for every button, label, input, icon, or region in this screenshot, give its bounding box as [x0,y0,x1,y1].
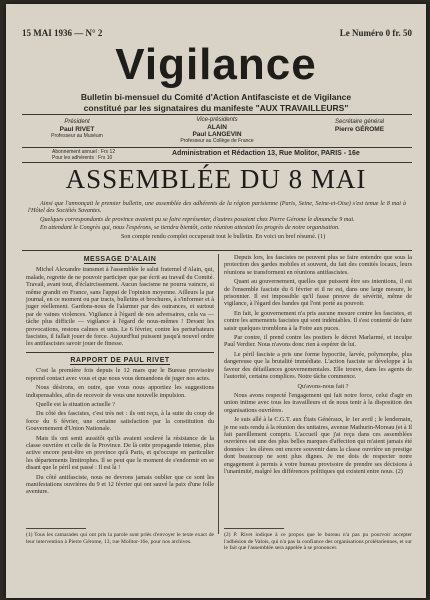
intro-paragraph: Son compte rendu complet occuperait tout le bulletin. En voici un bref résumé. (1) [120,232,326,240]
main-headline: ASSEMBLÉE DU 8 MAI [65,164,367,194]
article-paragraph: Quelle est la situation actuelle ? [36,400,115,408]
column-divider [218,254,219,534]
right-column [224,254,412,477]
footnote-right: (2) P. Rivet indique à ce propos que le bureau n'a pas pu pourvoir accepter l'adhésion de Valois, qui n'a pas la confiance des organisations prolétariennes, et sur le fait que l'assemblée sera appelée à se prononcer. [224,532,412,552]
newspaper-page [6,4,426,598]
intro-paragraph: Quelques correspondants de province avaient pu se faire représenter, d'autres posaient chez Pierre Gérome le dimanche 9 mai. [40,215,355,223]
article-paragraph: Mais ils ont senti aussitôt qu'ils avaient soulevé la résistance de la classe ouvrière et celle de la Province. De là cette propagande intense, plus active encore peut-être en province qu'à Paris, et qu'occupe en particulier les départements limitrophes. Il se peut que le moment de s'endormir en se disant que le péril est passé : Il est là ! [26,434,214,472]
article-paragraph: Par contre, il prend contre les postiers le décret Marlarmé, et inculpe Paul Verdier. Nous n'avons donc rien à espérer de lui. [224,334,412,349]
admin-address: Administration et Rédaction 13, Rue Molitor, PARIS - 16e [172,150,360,157]
officers-block [22,117,412,145]
left-column [26,254,214,498]
article-paragraph: Qu'avons-nous fait ? [297,382,349,390]
article-paragraph: Je suis allé à la C.G.T. aux États Généraux, le 1er avril ; le lendemain, je me suis rendu à la réunion des unitaires, avenue Mathurin-Moreau (et à Il fait pareillement compris. L'accueil que j'ai reçu dans ces assemblées ouvrières est une des plus belles marques d'affection qui m'aient jamais été données : les élèves ont encore souvenir dans la classe ouvrière un prestige dont beaucoup ne sont plus dignes. Je me dois de respecter notre engagement à permis à votre bureau provisoire de prendre ses décisions à l'unanimité, malgré les différences politiques qui existent entre nous. (2) [224,416,412,475]
officer-president: Président Paul RIVET Professeur au Muséum [51,119,103,139]
article-paragraph: C'est la première fois depuis le 12 mars que le Bureau provisoire reprend contact avec vous et que nous vous demandons de juger nos actes. [26,367,214,382]
article-paragraph: En fait, le gouvernement n'a pris aucune mesure contre les fascistes, et contre les armements fascistes qui sont indéniables. Il s'est contenté de faire saisir quelques tromblons à la Foire aux puces. [224,309,412,332]
divider [22,147,412,148]
admin-row [22,149,412,161]
article-paragraph: Nous désirons, en outre, que vous nous apportiez les suggestions indispensables, afin de recevoir de vous une nouvelle impulsion. [26,384,214,399]
article-paragraph: Le péril fasciste a pris une forme hypocrite, larvée, polymorphe, plus dangereuse que la brutalité immédiate. L'action fasciste se développe à la faveur des défaillances gouvernementales. Elle trouve, dans les agents de l'autorité, certains complices. Notre tâche commence. [224,350,412,381]
section-heading: MESSAGE D'ALAIN [83,256,157,263]
footnote-left: (1) Tous les camarades qui ont pris la parole sont priés d'envoyer le texte exact de leur intervention à Pierre Gérome, 13, rue Molitor-16e, pour nos archives. [26,532,214,545]
issue-date: 15 MAI 1936 — N° 2 [22,28,103,38]
article-paragraph: Du côté des fascistes, c'est très net : ils ont reçu, à la suite du coup de force du 6 février, une certaine satisfaction par la constitution du Gouvernement d'Union Nationale. [26,410,214,433]
footnote-rule [26,528,86,529]
issue-price: Le Numéro 0 fr. 50 [339,28,412,38]
article-paragraph: Quant au gouvernement, quelles que puissent être ses intentions, il est de l'ensemble fasciste du 6 février et il ne est, dans une large mesure, le prisonnier. Il est impossible qu'il fasse preuve de sévérité, même de vigilance, à l'égard des bandes qui l'ont porté au pouvoir. [224,278,412,308]
footnote-rule [224,528,284,529]
article-paragraph: Du côté antifasciste, nous ne devrons jamais oublier que ce sont les manifestations ouvrières du 9 et 12 février qui ont sauvé la paix d'une folle aventure. [26,473,214,496]
intro-paragraph: Ainsi que l'annonçait le premier bulletin, une assemblée des adhérents de la région parisienne (Paris, Seine, Seine-et-Oise) s'est tenue le 8 mai à l'Hôtel des Sociétés Savantes. [28,200,406,215]
subtitle-line-1: Bulletin bi-mensuel du Comité d'Action Antifasciste et de Vigilance [80,92,352,102]
subtitle-line-2: constitué par les signataires du manifeste "AUX TRAVAILLEURS" [83,103,349,113]
article-paragraph: Nous avons respecté l'engagement qui fait notre force, celui d'agir en union intime avec tous les travailleurs et de nous tenir à la disposition des organisations ouvrières. [224,391,412,414]
divider [22,162,412,163]
masthead-subtitle [26,92,406,114]
officer-vice-presidents: Vice-présidents ALAIN Paul LANGEVIN Professeur au Collège de France [180,117,254,144]
intro-text [28,200,406,241]
issue-line [22,28,412,40]
section-heading: RAPPORT DE PAUL RIVET [70,356,170,364]
masthead-title: Vigilance [115,40,317,89]
article-paragraph: Depuis lors, les fascistes ne peuvent plus se faire entendre que sous la protection des gardes mobiles et souvent, du fait des comités locaux, leurs réunions se transforment en réunions antifascistes. [224,254,412,276]
intro-paragraph: En attendant le Congrès qui, nous l'espérons, se tiendra bientôt, cette réunion attestait les progrès de notre organisation. [40,224,340,232]
subscription-info: Abonnement annuel : Frs 12 Pour les adhérents : Frs 10 [52,149,116,161]
article-paragraph: Michel Alexandre transmet à l'assemblée le salut fraternel d'Alain, qui, malade, regrette de ne pouvoir participer que par écrit au travail du Comité. Travail, avant tout, d'éclaircissement. Aucun fascisme ne pourra vaincre, si même grandit en France, sans l'appui de l'opinion moyenne. Ailleurs la par journal, en ce moment ou par tracts, bulletins et brochures, à s'informer et à juger réellement. Gardons-nous de l'alarmer par des outrances, et surtout par de vaines violences. Vigilance à l'égard de nos adversaires, cela va — tâche plus difficile — vigilance à l'égard de nous-mêmes ! Devant les provocations, restons calmes et unis. Le 6 février, contre les perturbateurs fascistes, il fallait jouer de force. Aujourd'hui puissent jusqu'à nouvel ordre les antifascistes savoir jouer de finesse. [26,266,214,348]
section-divider [26,352,214,353]
officer-secretary: Secrétaire général Pierre GÉROME [334,119,385,133]
divider [22,250,412,251]
divider [22,114,412,115]
